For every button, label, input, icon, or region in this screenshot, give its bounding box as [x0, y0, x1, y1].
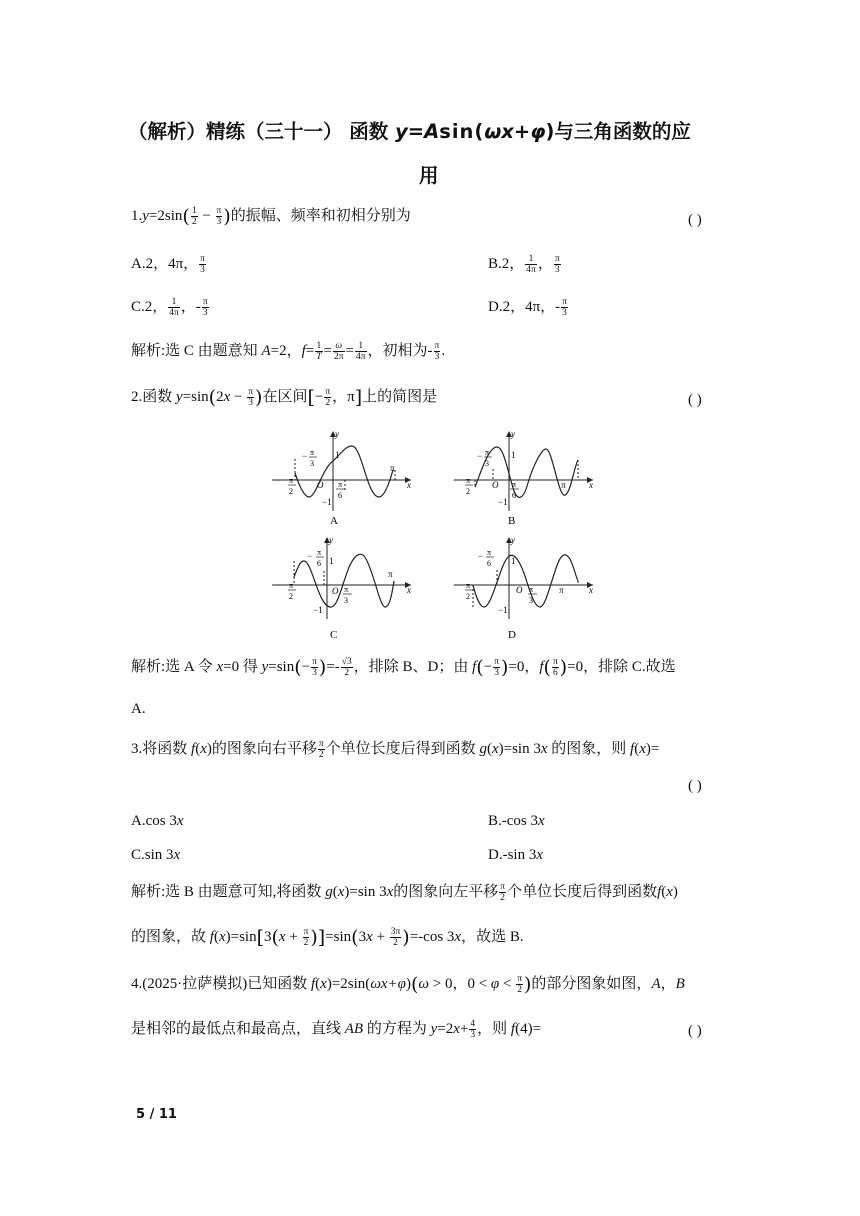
svg-text:O: O	[492, 480, 499, 490]
svg-text:π: π	[559, 585, 564, 595]
q3-analysis: 解析:选 B 由题意可知,将函数 g(x)=sin 3x的图象向左平移 $\frac{\pi}{2}$ 个单位长度后得到函数f(x)	[131, 882, 678, 904]
svg-text:π: π	[310, 448, 315, 457]
graph-c[interactable]	[272, 535, 411, 641]
q1-option-b[interactable]: B.2， $\frac{1}{4\pi}$ ， $\frac{\pi}{3}$	[488, 254, 560, 276]
title-phi: +φ	[513, 120, 546, 143]
svg-text:x: x	[407, 585, 411, 595]
title-formula: y=A	[395, 120, 440, 143]
svg-text:π: π	[529, 585, 534, 594]
q2-stem: 2.函数 y=sin(2x − $\frac{\pi}{3}$ )在区间[− $\frac{\pi}{2}$ ，π]上的简图是	[131, 386, 438, 409]
svg-text:π: π	[317, 548, 322, 557]
title-line-1	[128, 116, 691, 144]
svg-text:−1: −1	[498, 605, 508, 615]
svg-text:π: π	[466, 581, 471, 590]
svg-text:y: y	[511, 535, 515, 545]
svg-text:−: −	[478, 551, 484, 561]
svg-text:−1: −1	[498, 497, 508, 507]
svg-text:π: π	[344, 585, 349, 594]
svg-text:−: −	[453, 475, 459, 485]
svg-text:π: π	[289, 476, 294, 485]
svg-text:−: −	[477, 451, 483, 461]
svg-text:π: π	[561, 480, 566, 490]
svg-text:−: −	[453, 580, 459, 590]
svg-text:x: x	[589, 480, 593, 490]
title-omega: ωx	[484, 120, 514, 143]
svg-text:O: O	[317, 480, 324, 490]
svg-text:1: 1	[511, 450, 516, 460]
q2-answer-bracket: ( )	[688, 392, 702, 408]
svg-text:3: 3	[344, 596, 348, 605]
svg-text:−: −	[302, 451, 308, 461]
svg-text:6: 6	[512, 491, 516, 500]
svg-text:π: π	[466, 476, 471, 485]
q1-option-a[interactable]: A.2，4π， $\frac{\pi}{3}$	[131, 254, 205, 276]
q3-answer-bracket: ( )	[688, 778, 702, 794]
q2-figure-group	[266, 425, 596, 643]
q1-stem: 1.y=2sin( $\frac{1}{2}$ − $\frac{\pi}{3}$ )的振幅、频率和初相分别为	[131, 205, 411, 228]
q4-stem-line2: 是相邻的最低点和最高点，直线 AB 的方程为 y=2x+ $\frac{4}{3}$ ，则 f(4)=	[131, 1019, 542, 1041]
q3-option-b[interactable]: B.-cos 3x	[488, 813, 545, 829]
svg-text:O: O	[332, 586, 339, 596]
svg-text:−: −	[276, 580, 282, 590]
svg-text:x: x	[407, 480, 411, 490]
svg-text:π: π	[487, 548, 492, 557]
q3-option-c[interactable]: C.sin 3x	[131, 847, 181, 863]
q1-option-c[interactable]: C.2， $\frac{1}{4\pi}$ ，- $\frac{\pi}{3}$	[131, 297, 208, 319]
graph-b[interactable]	[453, 429, 593, 527]
svg-text:6: 6	[487, 559, 491, 568]
q3-analysis-line2: 的图象，故 f(x)=sin[3(x + $\frac{\pi}{2}$ )]=sin(3x + $\frac{3\pi}{2}$ )=-cos 3x，故选 B.	[131, 926, 524, 949]
svg-text:6: 6	[338, 491, 342, 500]
graph-d-label: D	[508, 629, 516, 641]
page-number: 5 / 11	[136, 1107, 177, 1122]
svg-text:2: 2	[289, 487, 293, 496]
svg-text:π: π	[390, 463, 395, 473]
svg-text:2: 2	[289, 592, 293, 601]
svg-text:2: 2	[466, 487, 470, 496]
svg-text:π: π	[485, 448, 490, 457]
svg-text:1: 1	[335, 450, 340, 460]
svg-text:π: π	[512, 480, 517, 489]
title-rest: )与三角函数的应	[545, 120, 691, 143]
svg-text:y: y	[329, 535, 333, 545]
q1-analysis: 解析:选 C 由题意知 A=2，f= $\frac{1}{T}$ = $\frac{\omega}{2\pi}$ = $\frac{1}{4\pi}$ ，初相为- $\frac{\pi}{3}$ .	[131, 341, 446, 363]
svg-text:3: 3	[529, 596, 533, 605]
q3-option-a[interactable]: A.cos 3x	[131, 813, 184, 829]
svg-text:−: −	[276, 475, 282, 485]
title-prefix: （解析）精练（三十一） 函数	[128, 120, 396, 143]
graph-a-label: A	[330, 515, 338, 527]
q4-stem: 4.(2025·拉萨模拟)已知函数 f(x)=2sin(ωx+φ)(ω > 0，0 < φ < $\frac{\pi}{2}$ )的部分图象如图，A，B	[131, 973, 685, 996]
q2-analysis: 解析:选 A 令 x=0 得 y=sin(− $\frac{\pi}{3}$ )=- $\frac{√3}{2}$ ，排除 B、D；由 f(− $\frac{\pi}{3}$ )=0，f( $\frac{\pi}{6}$ )=0，排除 C.故选	[131, 656, 676, 679]
title-sin: sin(	[439, 120, 485, 143]
svg-text:x: x	[589, 585, 593, 595]
svg-text:1: 1	[511, 556, 516, 566]
svg-text:−: −	[307, 551, 313, 561]
graph-c-label: C	[330, 629, 338, 641]
q2-analysis-line2: A.	[131, 701, 146, 717]
title-line-2: 用	[419, 164, 439, 187]
svg-text:1: 1	[329, 556, 334, 566]
q1-answer-bracket: ( )	[688, 212, 702, 228]
svg-text:3: 3	[310, 459, 314, 468]
svg-text:π: π	[338, 480, 343, 489]
graph-a[interactable]	[272, 429, 411, 527]
graph-d[interactable]	[453, 535, 593, 641]
svg-text:π: π	[388, 569, 393, 579]
q3-option-d[interactable]: D.-sin 3x	[488, 847, 544, 863]
graph-b-label: B	[508, 515, 516, 527]
svg-text:6: 6	[317, 559, 321, 568]
svg-text:−1: −1	[322, 497, 332, 507]
q3-stem: 3.将函数 f(x)的图象向右平移 $\frac{\pi}{2}$ 个单位长度后得到函数 g(x)=sin 3x 的图象，则 f(x)=	[131, 739, 660, 761]
svg-text:O: O	[516, 585, 523, 595]
svg-text:y: y	[511, 429, 515, 439]
q1-option-d[interactable]: D.2，4π，- $\frac{\pi}{3}$	[488, 297, 567, 319]
svg-text:2: 2	[466, 592, 470, 601]
svg-text:y: y	[335, 429, 339, 439]
svg-text:π: π	[289, 581, 294, 590]
svg-text:3: 3	[485, 459, 489, 468]
q4-answer-bracket: ( )	[688, 1023, 702, 1039]
svg-text:−1: −1	[313, 605, 323, 615]
